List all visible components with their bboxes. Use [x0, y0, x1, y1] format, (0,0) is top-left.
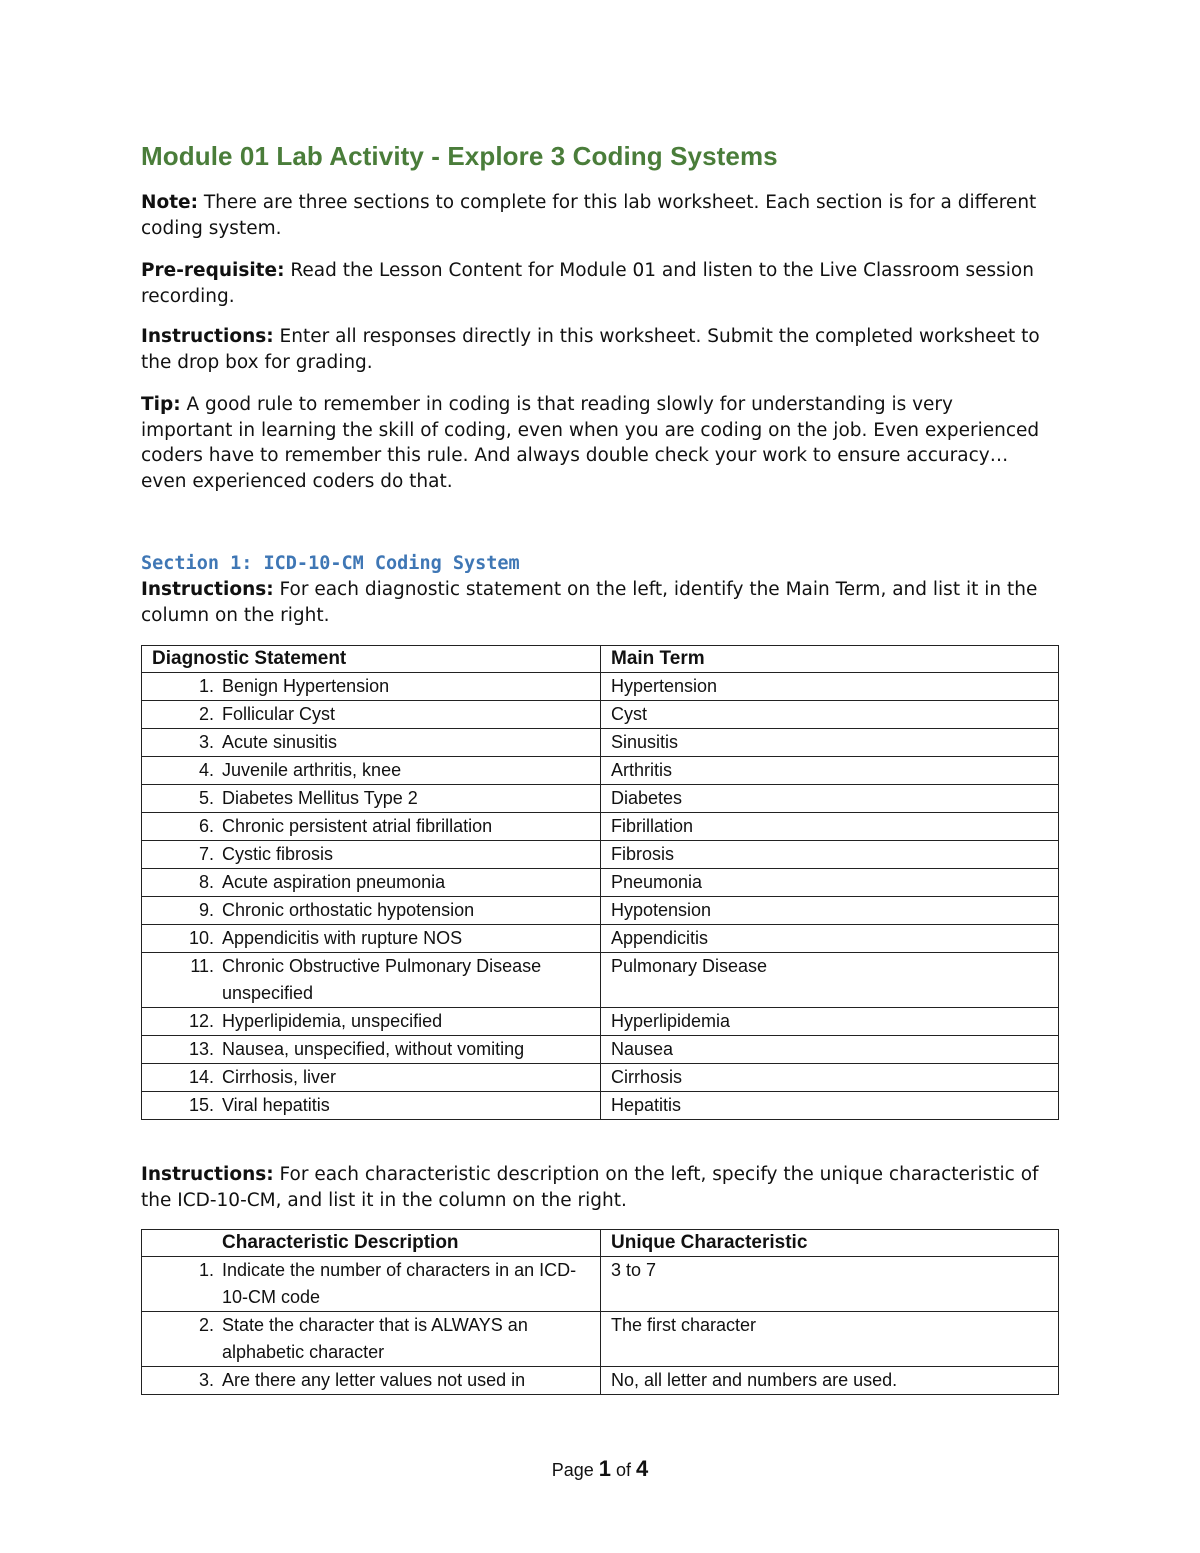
instructions-label: Instructions: [141, 326, 274, 347]
of-label: of [611, 1460, 637, 1480]
characteristic-table [141, 1229, 1059, 1395]
note-label: Note: [141, 192, 198, 213]
main-term[interactable]: Arthritis [601, 757, 1059, 785]
note-paragraph [141, 190, 1041, 241]
table-row [142, 1036, 1059, 1064]
diagnostic-statement: Nausea, unspecified, without vomiting [222, 1039, 525, 1059]
main-term[interactable]: Hypotension [601, 897, 1059, 925]
tip-label: Tip: [141, 394, 181, 415]
row-number: 3. [198, 1370, 214, 1390]
table-row [142, 953, 1059, 1008]
diagnostic-statement: Chronic orthostatic hypotension [222, 900, 475, 920]
instructions-text: Enter all responses directly in this worksheet. Submit the completed worksheet to the drop box for grading. [141, 326, 1040, 373]
unique-characteristic[interactable]: 3 to 7 [601, 1257, 1059, 1312]
characteristic-description: State the character that is ALWAYS an alphabetic character [222, 1315, 528, 1362]
instructions-paragraph [141, 324, 1041, 375]
diagnostic-statement: Appendicitis with rupture NOS [222, 928, 463, 948]
section1-instructions-2 [141, 1162, 1041, 1213]
table-row [142, 673, 1059, 701]
prereq-paragraph [141, 258, 1041, 309]
table-header-row [142, 1230, 1059, 1257]
page-footer [0, 1456, 1200, 1482]
section1-instructions [141, 577, 1041, 628]
main-term-table [141, 645, 1059, 1120]
main-term[interactable]: Fibrillation [601, 813, 1059, 841]
table-row [142, 1064, 1059, 1092]
section1-instr-text: For each diagnostic statement on the left, identify the Main Term, and list it in the column on the right. [141, 579, 1038, 626]
row-number: 6. [198, 816, 214, 836]
main-term[interactable]: Cyst [601, 701, 1059, 729]
page-label: Page [551, 1460, 599, 1480]
row-number: 4. [198, 760, 214, 780]
row-number: 12. [188, 1011, 214, 1031]
table-header-row [142, 646, 1059, 673]
row-number: 5. [198, 788, 214, 808]
main-term[interactable]: Appendicitis [601, 925, 1059, 953]
main-term[interactable]: Pulmonary Disease [601, 953, 1059, 1008]
main-term[interactable]: Diabetes [601, 785, 1059, 813]
characteristic-description: Indicate the number of characters in an ICD-10-CM code [222, 1260, 577, 1307]
diagnostic-statement: Hyperlipidemia, unspecified [222, 1011, 443, 1031]
tip-paragraph [141, 392, 1041, 494]
page-title: Module 01 Lab Activity - Explore 3 Coding Systems [141, 141, 778, 171]
row-number: 9. [198, 900, 214, 920]
table-row [142, 785, 1059, 813]
row-number: 1. [198, 676, 214, 696]
row-number: 3. [198, 732, 214, 752]
diagnostic-statement: Acute sinusitis [222, 732, 338, 752]
diagnostic-statement: Chronic persistent atrial fibrillation [222, 816, 493, 836]
table-row [142, 729, 1059, 757]
table-row [142, 897, 1059, 925]
diagnostic-statement: Cirrhosis, liver [222, 1067, 337, 1087]
main-term[interactable]: Hepatitis [601, 1092, 1059, 1120]
main-term[interactable]: Fibrosis [601, 841, 1059, 869]
row-number: 15. [188, 1095, 214, 1115]
diagnostic-statement: Benign Hypertension [222, 676, 390, 696]
table-row [142, 869, 1059, 897]
table-row [142, 1257, 1059, 1312]
diagnostic-statement: Juvenile arthritis, knee [222, 760, 402, 780]
page-total: 4 [636, 1456, 649, 1481]
row-number: 1. [198, 1260, 214, 1280]
table-row [142, 1008, 1059, 1036]
prereq-label: Pre-requisite: [141, 260, 285, 281]
main-term[interactable]: Cirrhosis [601, 1064, 1059, 1092]
header-unique-characteristic: Unique Characteristic [601, 1230, 1059, 1257]
unique-characteristic[interactable]: No, all letter and numbers are used. [601, 1367, 1059, 1395]
diagnostic-statement: Cystic fibrosis [222, 844, 334, 864]
header-characteristic-description: Characteristic Description [142, 1230, 601, 1257]
section1-instr2-text: For each characteristic description on the left, specify the unique characteristic of the ICD-10-CM, and list it in the column on the right. [141, 1164, 1039, 1211]
main-term[interactable]: Hypertension [601, 673, 1059, 701]
header-main-term: Main Term [601, 646, 1059, 673]
row-number: 10. [188, 928, 214, 948]
section1-instr2-label: Instructions: [141, 1164, 274, 1185]
page-number: 1 [598, 1456, 612, 1481]
diagnostic-statement: Chronic Obstructive Pulmonary Disease unspecified [222, 956, 542, 1003]
characteristic-description: Are there any letter values not used in [222, 1370, 526, 1390]
note-text: There are three sections to complete for this lab worksheet. Each section is for a different coding system. [141, 192, 1037, 239]
section1-heading: Section 1: ICD-10-CM Coding System [141, 553, 520, 574]
row-number: 13. [188, 1039, 214, 1059]
tip-text: A good rule to remember in coding is that reading slowly for understanding is very important in learning the skill of coding, even when you are coding on the job. Even experienced coders have to remember this rule. And always double check your work to ensure accuracy…even experienced coders do that. [141, 394, 1040, 492]
main-term[interactable]: Pneumonia [601, 869, 1059, 897]
row-number: 14. [188, 1067, 214, 1087]
table-row [142, 757, 1059, 785]
prereq-text: Read the Lesson Content for Module 01 and listen to the Live Classroom session recording. [141, 260, 1034, 307]
main-term[interactable]: Hyperlipidemia [601, 1008, 1059, 1036]
table-row [142, 841, 1059, 869]
table-row [142, 925, 1059, 953]
row-number: 8. [198, 872, 214, 892]
diagnostic-statement: Viral hepatitis [222, 1095, 330, 1115]
table-row [142, 813, 1059, 841]
row-number: 7. [198, 844, 214, 864]
diagnostic-statement: Acute aspiration pneumonia [222, 872, 446, 892]
table-row [142, 1367, 1059, 1395]
diagnostic-statement: Follicular Cyst [222, 704, 336, 724]
main-term[interactable]: Sinusitis [601, 729, 1059, 757]
diagnostic-statement: Diabetes Mellitus Type 2 [222, 788, 418, 808]
unique-characteristic[interactable]: The first character [601, 1312, 1059, 1367]
main-term[interactable]: Nausea [601, 1036, 1059, 1064]
header-diagnostic-statement: Diagnostic Statement [142, 646, 601, 673]
section1-instr-label: Instructions: [141, 579, 274, 600]
row-number: 2. [198, 704, 214, 724]
table-row [142, 1092, 1059, 1120]
table-row [142, 1312, 1059, 1367]
row-number: 2. [198, 1315, 214, 1335]
table-row [142, 701, 1059, 729]
row-number: 11. [190, 956, 214, 976]
